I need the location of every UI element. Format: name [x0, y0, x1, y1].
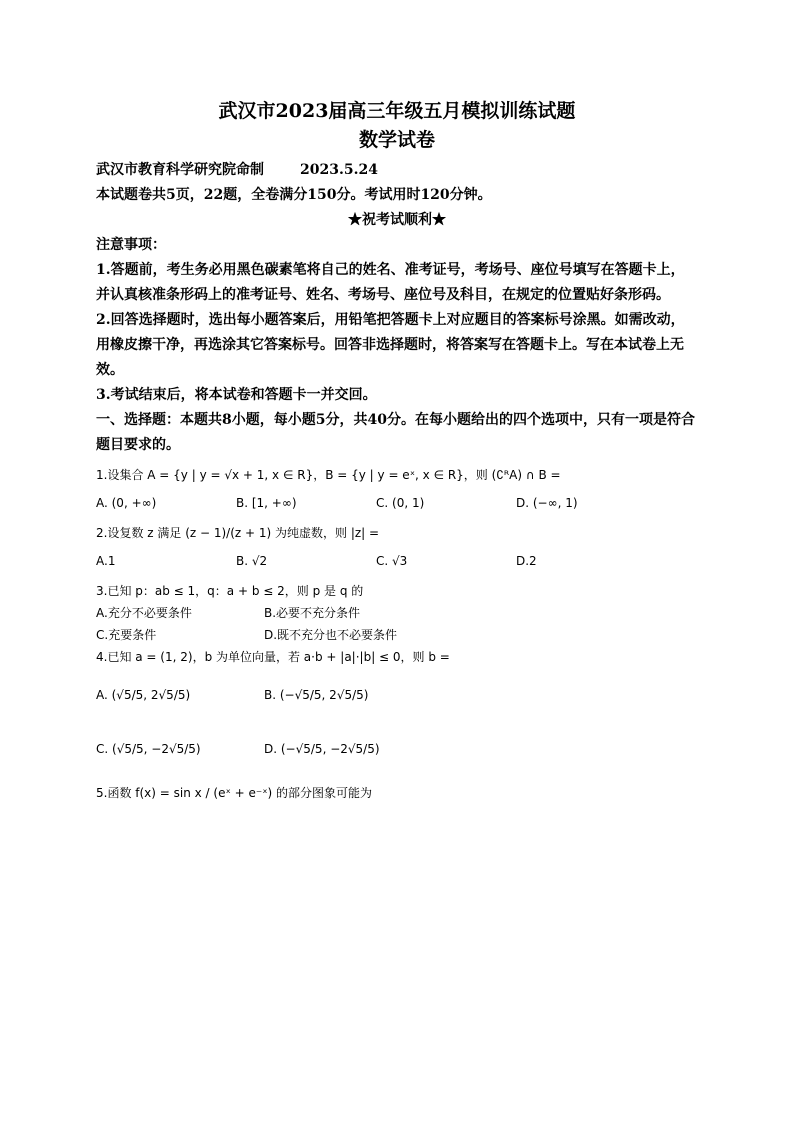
question-3-options-row1 — [96, 602, 698, 624]
notes-heading: 注意事项： — [96, 237, 166, 253]
option-d: D. (−√5/5, −2√5/5) — [264, 742, 380, 756]
option-d: D.2 — [516, 554, 537, 568]
question-2-stem: 2.设复数 z 满足 (z − 1)/(z + 1) 为纯虚数，则 |z| = — [96, 526, 380, 540]
question-5-stem: 5.函数 f(x) = sin x / (eˣ + e⁻ˣ) 的部分图象可能为 — [96, 786, 373, 800]
option-c: C.充要条件 — [96, 628, 157, 642]
option-b: B.必要不充分条件 — [264, 606, 361, 620]
option-a: A.充分不必要条件 — [96, 606, 192, 620]
exam-title: 武汉市2023届高三年级五月模拟训练试题 — [218, 100, 576, 122]
option-d: D.既不充分也不必要条件 — [264, 628, 398, 642]
note-item: 3.考试结束后，将本试卷和答题卡一并交回。 — [96, 387, 377, 403]
question-3-options-row2 — [96, 624, 698, 646]
option-c: C. √3 — [376, 554, 408, 568]
question-2-options — [96, 550, 698, 572]
option-c: C. (√5/5, −2√5/5) — [96, 742, 201, 756]
question-3-stem: 3.已知 p：ab ≤ 1，q：a + b ≤ 2，则 p 是 q 的 — [96, 584, 364, 598]
option-c: C. (0, 1) — [376, 496, 425, 510]
exam-date: 2023.5.24 — [300, 162, 378, 178]
good-luck: ★祝考试顺利★ — [348, 212, 446, 228]
note-item: 2.回答选择题时，选出每小题答案后，用铅笔把答题卡上对应题目的答案标号涂黑。如需改动，用橡皮擦干净，再选涂其它答案标号。回答非选择题时，将答案写在答题卡上。写在本试卷上无效。 — [96, 312, 685, 378]
note-item: 1.答题前，考生务必用黑色碳素笔将自己的姓名、准考证号，考场号、座位号填写在答题卡上，并认真核准条形码上的准考证号、姓名、考场号、座位号及科目，在规定的位置贴好条形码。 — [96, 262, 685, 303]
section-heading: 一、选择题：本题共8小题，每小题5分，共40分。在每小题给出的四个选项中，只有一项是符合题目要求的。 — [96, 412, 695, 453]
issuer-line — [96, 158, 698, 183]
question-4-options-row1 — [96, 668, 698, 722]
option-b: B. [1, +∞) — [236, 496, 297, 510]
question-4-options-row2 — [96, 722, 698, 776]
question-1-options — [96, 492, 698, 514]
exam-info: 本试题卷共5页，22题，全卷满分150分。考试用时120分钟。 — [96, 187, 492, 203]
option-a: A. (0, +∞) — [96, 496, 157, 510]
exam-subtitle: 数学试卷 — [358, 129, 435, 151]
option-b: B. √2 — [236, 554, 268, 568]
option-a: A.1 — [96, 554, 116, 568]
option-d: D. (−∞, 1) — [516, 496, 578, 510]
option-b: B. (−√5/5, 2√5/5) — [264, 688, 369, 702]
question-4-stem: 4.已知 a = (1, 2)，b 为单位向量，若 a·b + |a|·|b| ≤ 0，则 b = — [96, 650, 450, 664]
option-a: A. (√5/5, 2√5/5) — [96, 688, 191, 702]
issuer: 武汉市教育科学研究院命制 — [96, 162, 264, 178]
question-1-stem: 1.设集合 A = {y | y = √x + 1, x ∈ R}，B = {y | y = eˣ, x ∈ R}，则 (∁ᴿA) ∩ B = — [96, 468, 561, 482]
exam-page — [96, 96, 698, 804]
